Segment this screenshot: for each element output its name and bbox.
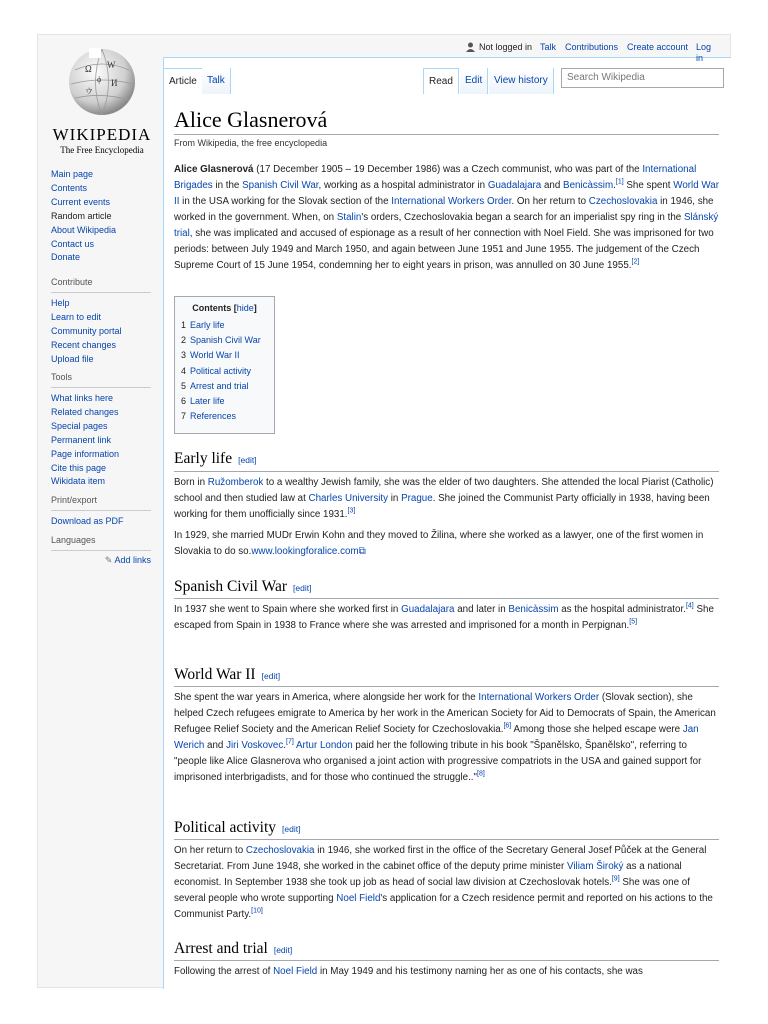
logo-tagline: The Free Encyclopedia [60, 145, 144, 155]
text-run: (Slovak section), she helped Czech refugees emigrate to America by her work in the American Society for Aid to Democrats of Spain, the American Refugee Relief Society and the American Relief Society for Czechoslovakia. [174, 692, 716, 735]
article-link[interactable]: Benicàssim [563, 180, 614, 191]
toc-item[interactable] [181, 409, 268, 424]
tab-read[interactable]: Read [423, 68, 459, 94]
toc-number: 7 [181, 411, 187, 422]
sidebar-nav-item-2[interactable]: Current events [51, 196, 111, 207]
tab-view-history[interactable]: View history [489, 68, 554, 94]
article-link[interactable]: www.lookingforalice.com [251, 546, 359, 557]
citation-link[interactable]: [7] [286, 738, 294, 746]
sidebar-nav-item-1[interactable]: Contents [51, 182, 88, 193]
text-run: 's orders, Czechoslovakia began a search for an imperialist spy ring in the [361, 212, 684, 223]
sidebar-navigation [51, 168, 161, 265]
article-link[interactable]: Slánský trial [174, 212, 719, 239]
text-run: Among those she helped escape were [511, 724, 683, 735]
text-run: in the [212, 180, 243, 191]
tab-talk[interactable]: Talk [202, 68, 231, 94]
toc-hide-toggle[interactable]: hide [236, 303, 254, 313]
sidebar-tools-item-3[interactable]: Permanent link [51, 434, 112, 445]
sidebar-print-item-0[interactable]: Download as PDF [51, 516, 124, 526]
political-activity-paragraph [174, 843, 720, 923]
article-subject: Alice Glasnerová [174, 164, 254, 175]
toc-number: 5 [181, 380, 187, 391]
citation-link[interactable]: [5] [629, 618, 638, 626]
toc-link[interactable]: References [190, 411, 237, 422]
text-run: She escaped from Spain in 1938 to France where she was arrested and imprisoned for a month in Perpignan. [174, 604, 714, 631]
text-run: 's application for a Czech residence permit and reported on his actions to the Communist Party. [174, 893, 713, 920]
text-run: to a wealthy Jewish family, she was the elder of two daughters. She attended the local Piarist (Catholic) school and then studied law at [174, 477, 714, 504]
toc-number: 1 [181, 320, 187, 330]
heading-political-activity: Political activity [edit] [174, 819, 301, 836]
text-run: in the USA working for the Slovak section of the [179, 196, 392, 207]
sidebar-contribute-item-0[interactable]: Help [51, 298, 70, 308]
sidebar-tools-item-4[interactable]: Page information [51, 448, 120, 459]
text-run: She spent the war years in America, where alongside her work for the [174, 692, 479, 703]
citation-link[interactable]: [4] [685, 602, 694, 610]
toc-number: 2 [181, 335, 187, 346]
print-heading: Print/export [51, 495, 98, 505]
site-tagline: From Wikipedia, the free encyclopedia [174, 138, 328, 148]
article-link[interactable]: Guadalajara [401, 604, 455, 615]
toc-item[interactable] [181, 364, 268, 379]
pencil-icon: ✎ [104, 555, 113, 565]
toc-link[interactable]: Later life [190, 396, 225, 407]
spanish-civil-war-paragraph [174, 602, 720, 634]
sidebar-contribute-item-3[interactable]: Recent changes [51, 339, 117, 350]
edit-spanish-civil-war[interactable]: edit [295, 583, 310, 593]
sidebar-tools-item-2[interactable]: Special pages [51, 420, 108, 431]
article-link[interactable]: Noel Field [336, 893, 381, 904]
sidebar-nav-item-3[interactable]: Random article [51, 210, 112, 221]
tab-article[interactable]: Article [163, 68, 203, 94]
svg-text:Ω: Ω [85, 64, 92, 74]
sidebar-print [51, 495, 161, 529]
text-run: paid her the following tribute in his book "Španělsko, Španělsko", referring to "people like Alice Glasnerova who organised a joint action with progressive compatriots in the USA and gained support for imprisoned interbrigadists, and for those who continued the struggle.." [174, 740, 702, 783]
toc-item[interactable] [181, 348, 268, 363]
text-run: Following the arrest of [174, 966, 274, 977]
article-link[interactable]: Guadalajara [487, 180, 542, 191]
article-link[interactable]: Czechoslovakia [245, 845, 315, 856]
create-account-link[interactable]: Create account [627, 42, 689, 52]
article-link[interactable]: Artur London [296, 740, 353, 751]
text-run: , she was implicated and accused of espionage as a result of her connection with Noel Field. She was imprisoned for two periods: between July 1949 and March 1950, and again between June 1951 and June 1955. The judgement of the Czech Supreme Court of 15 June 1954, condemning her to eight years in prison, was annulled on 30 June 1955. [174, 228, 714, 271]
text-run: . [613, 180, 616, 191]
contribute-heading: Contribute [51, 277, 93, 287]
citation-link[interactable]: [9] [611, 875, 620, 883]
article-link[interactable]: International Brigades [174, 164, 697, 191]
article-link[interactable]: International Workers Order [391, 196, 512, 207]
text-run: in [388, 493, 402, 504]
early-life-paragraph-1 [174, 475, 720, 523]
sidebar-tools-item-5[interactable]: Cite this page [51, 462, 107, 473]
article-link[interactable]: Benicàssim [508, 604, 559, 615]
toc-item[interactable] [181, 394, 268, 409]
sidebar-tools-item-6[interactable]: Wikidata item [51, 476, 106, 487]
sidebar-languages [51, 535, 161, 566]
toc-number: 3 [181, 350, 187, 361]
log-in-link[interactable]: Log in [696, 42, 712, 63]
sidebar-tools [51, 372, 161, 489]
text-run: in May 1949 and his testimony naming her as one of his contacts, she was [317, 966, 643, 977]
heading-early-life: Early life [edit] [174, 450, 257, 467]
svg-text:W: W [107, 60, 116, 70]
article-link[interactable]: Stalin [336, 212, 362, 223]
text-run: In 1937 she went to Spain where she worked first in [174, 604, 402, 615]
text-run: In 1929, she married MUDr Erwin Kohn and they moved to Žilina, where she worked as a lawyer, one of the first women in Slovakia to do so. [174, 530, 704, 557]
heading-world-war-ii: World War II [edit] [174, 666, 281, 683]
article-link[interactable]: Ružomberok [207, 477, 264, 488]
add-links-link[interactable]: Add links [114, 555, 151, 565]
wikipedia-logo[interactable] [52, 44, 152, 155]
article-link[interactable]: Spanish Civil War [242, 180, 319, 191]
sidebar-contribute-item-1[interactable]: Learn to edit [51, 311, 102, 322]
text-run: Born in [174, 477, 208, 488]
text-run: On her return to [174, 845, 246, 856]
citation-link[interactable]: [8] [477, 770, 485, 778]
sidebar-contribute-item-4[interactable]: Upload file [51, 353, 94, 364]
toc-item[interactable] [181, 379, 268, 394]
intro-paragraph [174, 162, 720, 274]
text-run: and later in [454, 604, 509, 615]
toc-link[interactable]: World War II [190, 350, 240, 361]
text-run: and [541, 180, 564, 191]
svg-text:ϕ: ϕ [97, 75, 102, 84]
article-link[interactable]: Prague [401, 493, 433, 504]
tab-edit[interactable]: Edit [460, 68, 488, 94]
not-logged-in: Not logged in [479, 42, 533, 52]
toc-item[interactable] [181, 318, 268, 333]
toc-title: Contents [192, 303, 232, 313]
toc-number: 4 [181, 365, 187, 376]
text-run: She spent [623, 180, 674, 191]
article-link[interactable]: Jiri Voskovec [226, 740, 284, 751]
sidebar-tools-item-1[interactable]: Related changes [51, 406, 119, 417]
text-run: as a national economist. In September 1938 she took up job as head of social law division at Czechoslovak hotels. [174, 861, 682, 888]
text-run: in 1946, she worked in the government. When, on [174, 196, 714, 223]
sidebar-nav-item-0[interactable]: Main page [51, 169, 94, 179]
user-icon [466, 42, 475, 54]
toc-item[interactable] [181, 333, 268, 348]
page-title: Alice Glasnerová [174, 107, 328, 132]
citation-link[interactable]: [2] [631, 258, 640, 266]
toc-link[interactable]: Political activity [190, 365, 252, 376]
edit-arrest-and-trial[interactable]: edit [276, 945, 290, 955]
article-link[interactable]: Viliam Široký [567, 861, 624, 872]
article-link[interactable]: Noel Field [273, 966, 318, 977]
world-war-ii-paragraph [174, 690, 720, 786]
sidebar-contribute [51, 277, 161, 367]
heading-spanish-civil-war: Spanish Civil War [edit] [174, 578, 312, 595]
tools-heading: Tools [51, 372, 73, 382]
text-run: She was one of several people who wrote supporting [174, 877, 690, 904]
edit-early-life[interactable]: edit [240, 455, 255, 465]
article-link[interactable]: Czechoslovakia [588, 196, 658, 207]
toc-link[interactable]: Early life [190, 320, 225, 330]
sidebar-nav-item-5[interactable]: Contact us [51, 238, 95, 249]
contributions-link[interactable]: Contributions [565, 42, 619, 52]
globe-icon [65, 44, 139, 118]
svg-text:ウ: ウ [85, 87, 93, 96]
article-link[interactable]: World War II [174, 180, 719, 207]
wordmark: WIKIPEDIA [52, 125, 152, 144]
article-link[interactable]: International Workers Order [478, 692, 600, 703]
edit-political-activity[interactable]: edit [284, 824, 299, 834]
svg-text:И: И [111, 78, 118, 88]
citation-link[interactable]: [6] [503, 722, 512, 730]
toc-link[interactable]: Arrest and trial [190, 380, 249, 391]
toc-link[interactable]: Spanish Civil War [190, 335, 261, 346]
heading-arrest-and-trial: Arrest and trial [edit] [174, 940, 293, 957]
arrest-and-trial-paragraph [174, 964, 720, 980]
text-run: (17 December 1905 – 19 December 1986) was a Czech communist, who was part of the [253, 164, 643, 175]
sidebar-nav-item-4[interactable]: About Wikipedia [51, 224, 117, 235]
sidebar-nav-item-6[interactable]: Donate [51, 252, 81, 263]
sidebar-tools-item-0[interactable]: What links here [51, 393, 114, 403]
search-input[interactable]: Search Wikipedia [561, 68, 724, 88]
text-run: and [204, 740, 227, 751]
toc-number: 6 [181, 396, 187, 407]
text-run: . [283, 740, 287, 751]
citation-link[interactable]: [3] [347, 507, 356, 515]
sidebar-contribute-item-2[interactable]: Community portal [51, 325, 122, 336]
article-link[interactable]: ⧉ [358, 546, 366, 557]
talk-link[interactable]: Talk [540, 42, 557, 52]
text-run: , working as a hospital administrator in [318, 180, 488, 191]
text-run: in 1946, she worked first in the office of the Secretary General Josef Půček at the General Secretariat. From June 1948, she worked in the cabinet office of the deputy prime minister [174, 845, 707, 872]
text-run: . She joined the Communist Party officially in 1938, having been working for them unofficially since 1931. [174, 493, 710, 520]
languages-heading: Languages [51, 535, 96, 545]
text-run: . On her return to [511, 196, 589, 207]
text-run: as the hospital administrator. [558, 604, 686, 615]
table-of-contents: Contents [hide] 1 Early life 2 Spanish Civil War 3 World War II 4 Political activity 5 Arrest and trial 6 Later life 7 References [174, 296, 275, 434]
citation-link[interactable]: [1] [615, 178, 624, 186]
early-life-paragraph-2 [174, 528, 720, 560]
article-link[interactable]: Jan Werich [174, 724, 699, 751]
citation-link[interactable]: [10] [251, 907, 263, 915]
article-link[interactable]: Charles University [308, 493, 389, 504]
edit-world-war-ii[interactable]: edit [263, 671, 278, 681]
